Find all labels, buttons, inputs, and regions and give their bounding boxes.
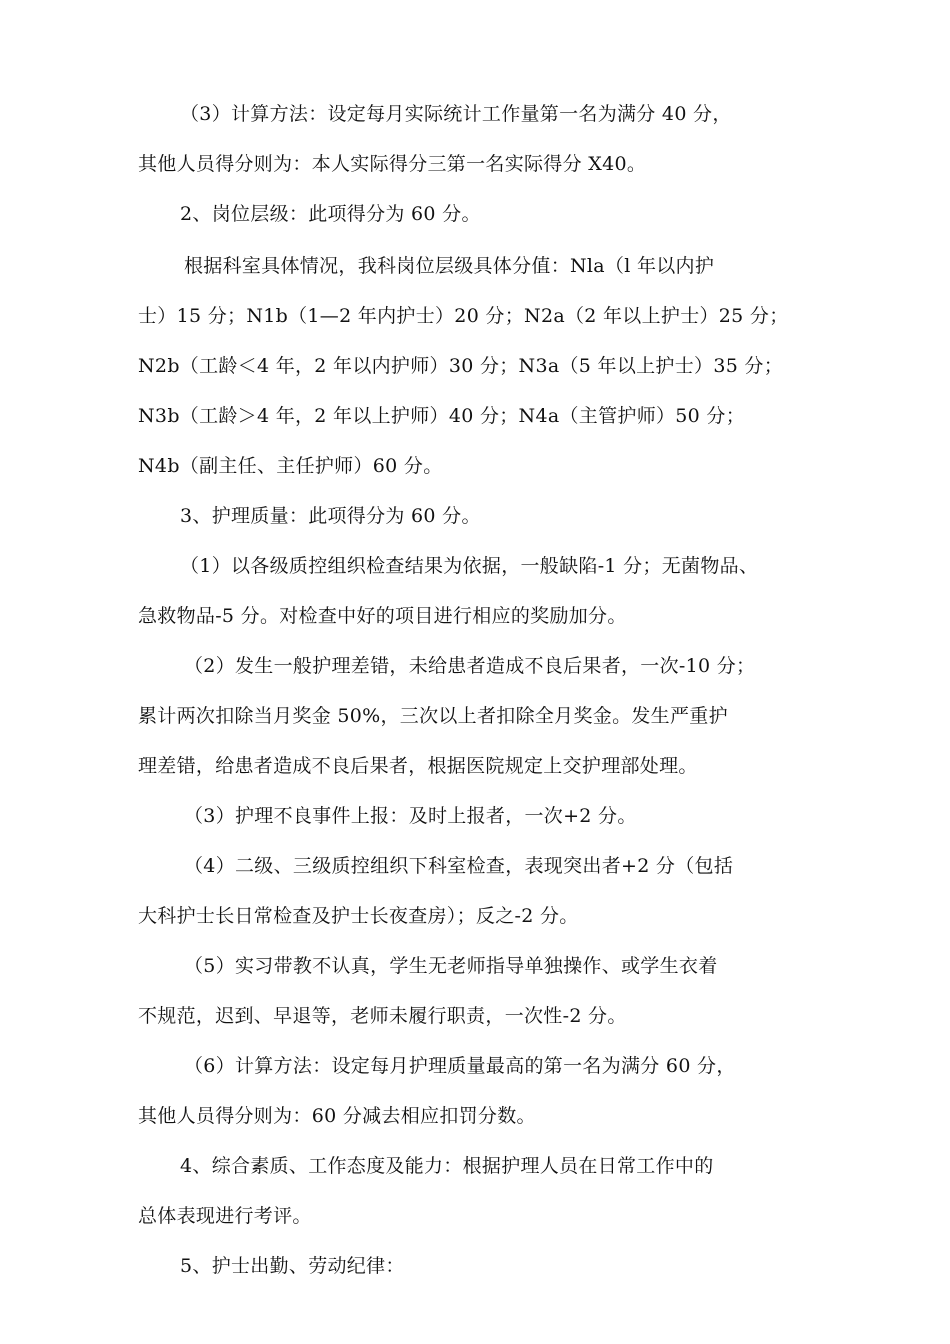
text-line-2: 其他人员得分则为：本人实际得分三第一名实际得分 X40。 [138, 153, 647, 175]
text-line-13: 累计两次扣除当月奖金 50%，三次以上者扣除全月奖金。发生严重护 [138, 705, 728, 727]
text-line-1: （3）计算方法：设定每月实际统计工作量第一名为满分 40 分， [180, 103, 732, 125]
text-line-3: 2、岗位层级：此项得分为 60 分。 [180, 203, 481, 225]
text-line-12: （2）发生一般护理差错，未给患者造成不良后果者，一次-10 分； [184, 655, 756, 677]
text-line-18: （5）实习带教不认真，学生无老师指导单独操作、或学生衣着 [184, 955, 718, 977]
text-line-9: 3、护理质量：此项得分为 60 分。 [180, 505, 481, 527]
text-line-19: 不规范，迟到、早退等，老师未履行职责，一次性-2 分。 [138, 1005, 627, 1027]
text-line-4: 根据科室具体情况，我科岗位层级具体分值：Nla（l 年以内护 [184, 255, 715, 277]
text-line-23: 总体表现进行考评。 [138, 1205, 312, 1227]
text-line-11: 急救物品-5 分。对检查中好的项目进行相应的奖励加分。 [138, 605, 627, 627]
text-line-6: N2b（工龄＜4 年，2 年以内护师）30 分；N3a（5 年以上护士）35 分； [138, 355, 784, 377]
text-line-24: 5、护士出勤、劳动纪律： [180, 1255, 405, 1277]
text-line-15: （3）护理不良事件上报：及时上报者，一次+2 分。 [184, 805, 637, 827]
text-line-21: 其他人员得分则为：60 分减去相应扣罚分数。 [138, 1105, 536, 1127]
text-line-14: 理差错，给患者造成不良后果者，根据医院规定上交护理部处理。 [138, 755, 698, 777]
text-line-17: 大科护士长日常检查及护士长夜查房）；反之-2 分。 [138, 905, 579, 927]
text-line-5: 士）15 分；N1b（1—2 年内护士）20 分；N2a（2 年以上护士）25 分； [138, 305, 789, 327]
text-line-8: N4b（副主任、主任护师）60 分。 [138, 455, 443, 477]
text-line-20: （6）计算方法：设定每月护理质量最高的第一名为满分 60 分， [184, 1055, 736, 1077]
text-line-16: （4）二级、三级质控组织下科室检查，表现突出者+2 分（包括 [184, 855, 734, 877]
text-line-7: N3b（工龄＞4 年，2 年以上护师）40 分；N4a（主管护师）50 分； [138, 405, 746, 427]
text-line-22: 4、综合素质、工作态度及能力：根据护理人员在日常工作中的 [180, 1155, 714, 1177]
text-line-10: （1）以各级质控组织检查结果为依据，一般缺陷-1 分；无菌物品、 [180, 555, 759, 577]
